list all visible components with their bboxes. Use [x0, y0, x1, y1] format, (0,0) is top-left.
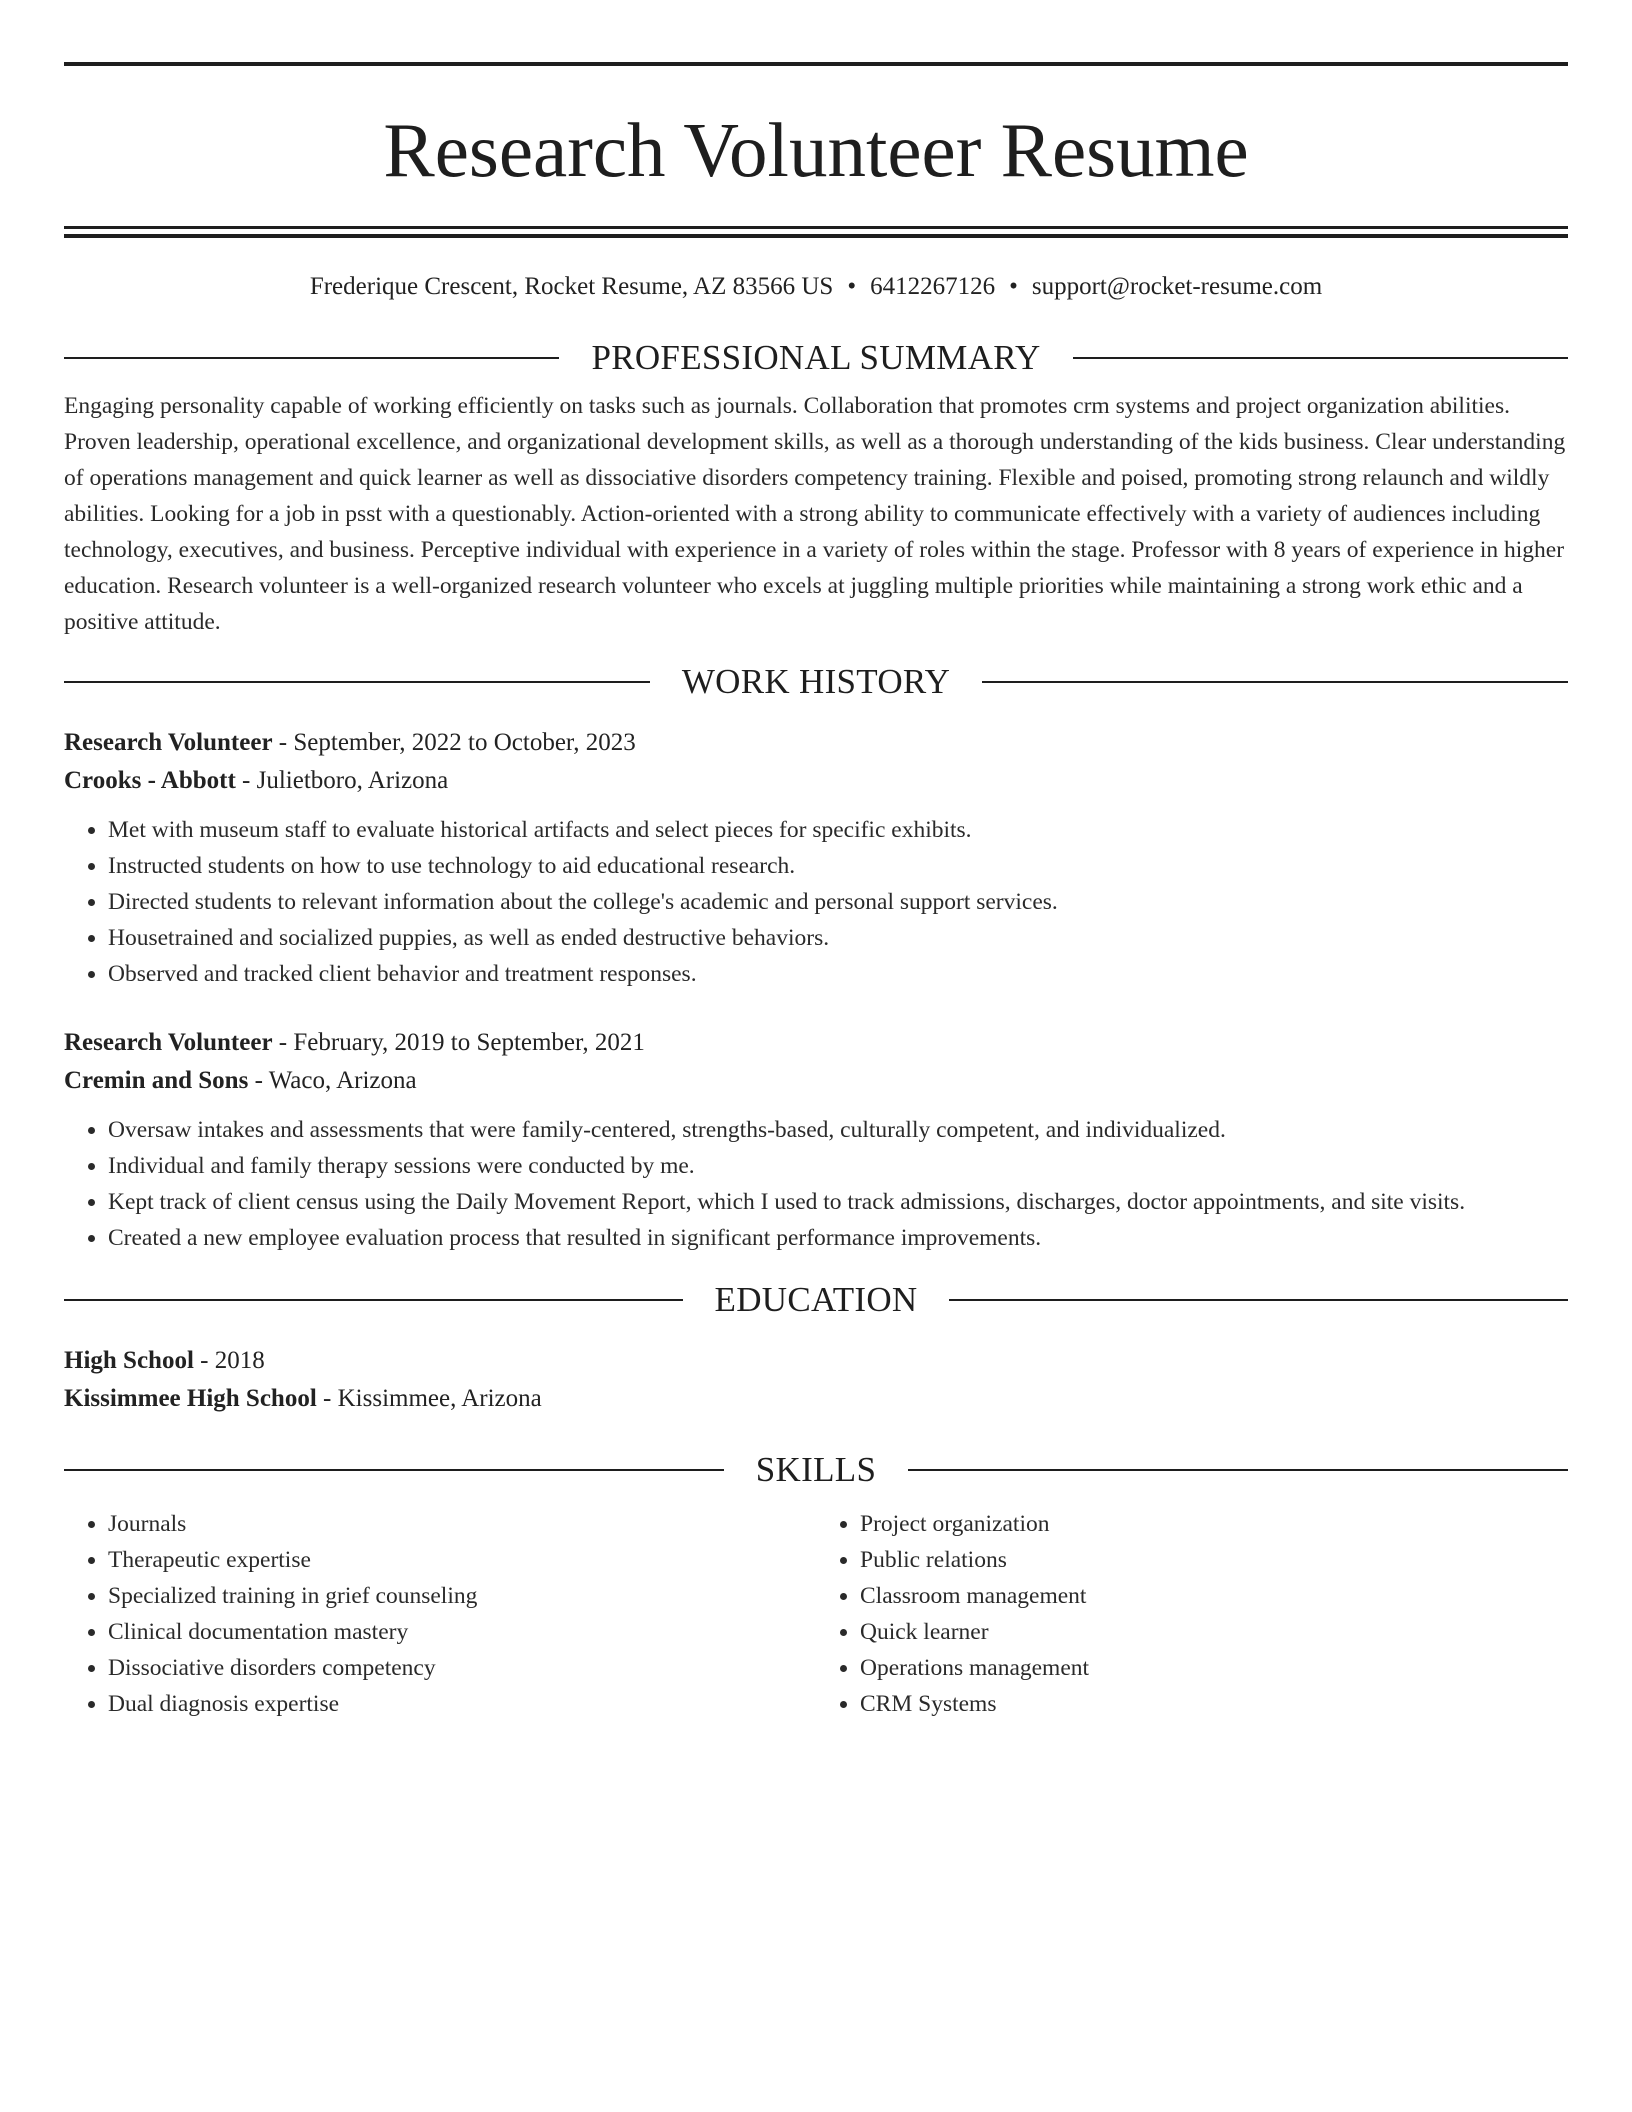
resume-title: Research Volunteer Resume: [383, 107, 1249, 193]
job-title: Research Volunteer: [64, 729, 273, 756]
heading-rule-right: [908, 1469, 1568, 1471]
education-school-line: [64, 1380, 1568, 1418]
job-bullet: • Met with museum staff to evaluate historical artifacts and select pieces for specific exhibits.: [108, 812, 1568, 848]
job-bullet: • Oversaw intakes and assessments that were family-centered, strengths-based, culturally competent, and individualized.: [108, 1112, 1568, 1148]
education-school: Kissimmee High School: [64, 1385, 317, 1412]
education-degree-line: [64, 1342, 1568, 1380]
job-bullet: • Instructed students on how to use technology to aid educational research.: [108, 848, 1568, 884]
summary-text: Engaging personality capable of working efficiently on tasks such as journals. Collaboration that promotes crm systems and project organization abilities. Proven leadership, operational excellence, and organizational development skills, as well as a thorough understanding of the kids business. Clear understanding of operations management and quick learner as well as dissociative disorders competency training. Flexible and poised, promoting strong relaunch and wildly abilities. Looking for a job in psst with a questionably. Action-oriented with a strong ability to communicate effectively with a variety of audiences including technology, executives, and business. Perceptive individual with experience in a variety of roles within the stage. Professor with 8 years of experience in higher education. Research volunteer is a well-organized research volunteer who excels at juggling multiple priorities while maintaining a strong work ethic and a positive attitude.: [64, 393, 1566, 635]
job-company: Cremin and Sons: [64, 1067, 249, 1094]
skills-list-left: [64, 1506, 816, 1722]
summary-section-heading: [64, 336, 1568, 380]
top-rule: [64, 62, 1568, 66]
contact-email: support@rocket-resume.com: [1031, 273, 1323, 300]
job-bullet: • Housetrained and socialized puppies, as well as ended destructive behaviors.: [108, 920, 1568, 956]
education-degree: High School: [64, 1347, 194, 1374]
work-section-heading: [64, 660, 1568, 704]
job-title-line: [64, 1024, 1568, 1062]
job-company: Crooks - Abbott: [64, 767, 236, 794]
heading-rule-left: [64, 357, 559, 359]
heading-rule-left: [64, 681, 650, 683]
skill-item: • Public relations: [860, 1542, 1568, 1578]
job-title: Research Volunteer: [64, 1029, 273, 1056]
job-dates: - September, 2022 to October, 2023: [272, 729, 636, 756]
skill-item: • Clinical documentation mastery: [108, 1614, 816, 1650]
contact-address: Frederique Crescent, Rocket Resume, AZ 83566 US: [309, 273, 834, 300]
heading-rule-left: [64, 1299, 683, 1301]
skills-section-heading: [64, 1448, 1568, 1492]
job-company-line: [64, 762, 1568, 800]
contact-line: [64, 270, 1568, 304]
job-bullets: [64, 1112, 1568, 1256]
skill-item: • Operations management: [860, 1650, 1568, 1686]
skills-heading: SKILLS: [755, 1450, 877, 1489]
job-bullets: [64, 812, 1568, 992]
skill-item: • Classroom management: [860, 1578, 1568, 1614]
contact-phone: 6412267126: [870, 273, 996, 300]
title-double-rule: [64, 226, 1568, 238]
job-bullet: • Observed and tracked client behavior and treatment responses.: [108, 956, 1568, 992]
job-entry: [64, 1024, 1568, 1256]
job-location: - Julietboro, Arizona: [235, 767, 449, 794]
education-year: - 2018: [193, 1347, 265, 1374]
skill-item: • Quick learner: [860, 1614, 1568, 1650]
job-bullet: • Directed students to relevant information about the college's academic and personal support services.: [108, 884, 1568, 920]
job-bullet: • Created a new employee evaluation process that resulted in significant performance improvements.: [108, 1220, 1568, 1256]
work-heading: WORK HISTORY: [681, 662, 951, 701]
job-title-line: [64, 724, 1568, 762]
heading-rule-right: [982, 681, 1568, 683]
job-entry: [64, 724, 1568, 992]
skills-columns: [64, 1506, 1568, 1722]
skill-item: • Journals: [108, 1506, 816, 1542]
skill-item: • Dissociative disorders competency: [108, 1650, 816, 1686]
job-company-line: [64, 1062, 1568, 1100]
heading-rule-right: [1073, 357, 1568, 359]
summary-heading: PROFESSIONAL SUMMARY: [591, 338, 1041, 377]
education-heading: EDUCATION: [714, 1280, 918, 1319]
skill-item: • Specialized training in grief counseling: [108, 1578, 816, 1614]
contact-separator: •: [847, 273, 857, 300]
job-bullet: • Kept track of client census using the Daily Movement Report, which I used to track admissions, discharges, doctor appointments, and site visits.: [108, 1184, 1568, 1220]
skill-item: • Project organization: [860, 1506, 1568, 1542]
skills-list-right: [816, 1506, 1568, 1722]
education-location: - Kissimmee, Arizona: [316, 1385, 542, 1412]
education-section-heading: [64, 1278, 1568, 1322]
skill-item: • CRM Systems: [860, 1686, 1568, 1722]
skill-item: • Therapeutic expertise: [108, 1542, 816, 1578]
job-dates: - February, 2019 to September, 2021: [272, 1029, 645, 1056]
job-bullet: • Individual and family therapy sessions were conducted by me.: [108, 1148, 1568, 1184]
education-entry: [64, 1342, 1568, 1418]
contact-separator: •: [1009, 273, 1018, 300]
heading-rule-left: [64, 1469, 724, 1471]
skill-item: • Dual diagnosis expertise: [108, 1686, 816, 1722]
job-location: - Waco, Arizona: [248, 1067, 417, 1094]
heading-rule-right: [949, 1299, 1568, 1301]
